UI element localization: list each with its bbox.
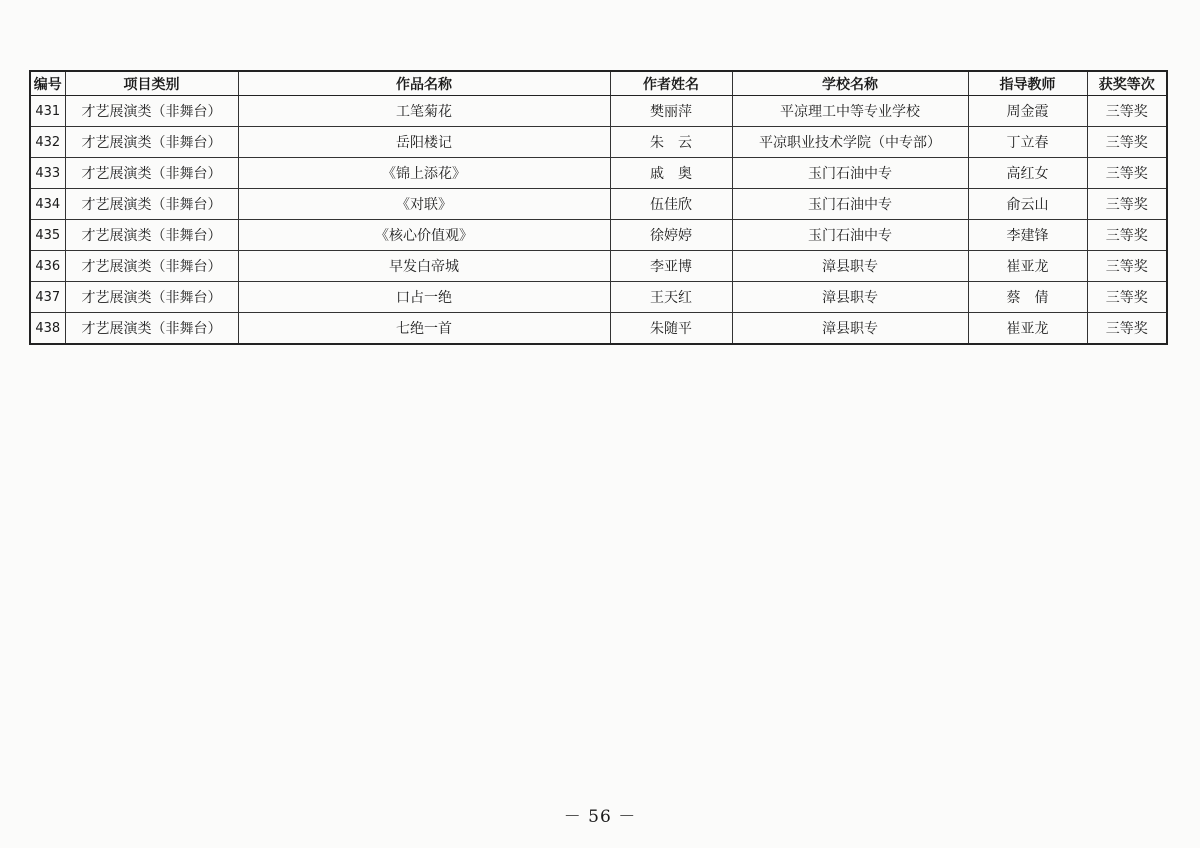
cell-award: 三等奖 [1087,127,1167,158]
cell-category: 才艺展演类（非舞台） [65,96,238,127]
cell-category: 才艺展演类（非舞台） [65,220,238,251]
cell-award: 三等奖 [1087,313,1167,345]
table-row [30,220,1167,251]
cell-author: 朱 云 [610,127,732,158]
header-category: 项目类别 [65,71,238,96]
table-row [30,282,1167,313]
cell-author: 朱随平 [610,313,732,345]
cell-school: 漳县职专 [732,282,968,313]
cell-category: 才艺展演类（非舞台） [65,127,238,158]
cell-school: 漳县职专 [732,251,968,282]
cell-id: 434 [30,189,65,220]
cell-instructor: 丁立春 [968,127,1087,158]
header-school: 学校名称 [732,71,968,96]
header-id: 编号 [30,71,65,96]
cell-school: 漳县职专 [732,313,968,345]
cell-award: 三等奖 [1087,251,1167,282]
header-award: 获奖等次 [1087,71,1167,96]
cell-author: 王天红 [610,282,732,313]
cell-award: 三等奖 [1087,220,1167,251]
table-row [30,251,1167,282]
header-author: 作者姓名 [610,71,732,96]
cell-work-title: 七绝一首 [238,313,610,345]
cell-award: 三等奖 [1087,158,1167,189]
cell-instructor: 李建锋 [968,220,1087,251]
cell-author: 徐婷婷 [610,220,732,251]
cell-category: 才艺展演类（非舞台） [65,313,238,345]
cell-award: 三等奖 [1087,96,1167,127]
cell-work-title: 岳阳楼记 [238,127,610,158]
cell-id: 437 [30,282,65,313]
cell-instructor: 蔡 倩 [968,282,1087,313]
cell-author: 伍佳欣 [610,189,732,220]
cell-instructor: 崔亚龙 [968,251,1087,282]
cell-work-title: 口占一绝 [238,282,610,313]
cell-id: 438 [30,313,65,345]
cell-award: 三等奖 [1087,282,1167,313]
page-number: － 56 － [563,807,637,827]
cell-work-title: 《对联》 [238,189,610,220]
cell-instructor: 周金霞 [968,96,1087,127]
cell-author: 樊丽萍 [610,96,732,127]
header-work-title: 作品名称 [238,71,610,96]
table-row [30,158,1167,189]
cell-instructor: 高红女 [968,158,1087,189]
table-row [30,127,1167,158]
award-table [29,70,1168,345]
cell-work-title: 《核心价值观》 [238,220,610,251]
cell-school: 平凉理工中等专业学校 [732,96,968,127]
cell-category: 才艺展演类（非舞台） [65,158,238,189]
cell-school: 玉门石油中专 [732,220,968,251]
cell-instructor: 俞云山 [968,189,1087,220]
cell-school: 玉门石油中专 [732,158,968,189]
cell-category: 才艺展演类（非舞台） [65,282,238,313]
cell-author: 李亚博 [610,251,732,282]
header-instructor: 指导教师 [968,71,1087,96]
cell-category: 才艺展演类（非舞台） [65,251,238,282]
cell-id: 432 [30,127,65,158]
cell-school: 玉门石油中专 [732,189,968,220]
cell-author: 戚 奥 [610,158,732,189]
table-header-row [30,71,1167,96]
cell-category: 才艺展演类（非舞台） [65,189,238,220]
cell-work-title: 工笔菊花 [238,96,610,127]
cell-id: 436 [30,251,65,282]
table-row [30,189,1167,220]
cell-work-title: 《锦上添花》 [238,158,610,189]
cell-work-title: 早发白帝城 [238,251,610,282]
table-row [30,96,1167,127]
cell-id: 433 [30,158,65,189]
table-row [30,313,1167,345]
cell-id: 435 [30,220,65,251]
cell-instructor: 崔亚龙 [968,313,1087,345]
cell-school: 平凉职业技术学院（中专部） [732,127,968,158]
cell-id: 431 [30,96,65,127]
cell-award: 三等奖 [1087,189,1167,220]
